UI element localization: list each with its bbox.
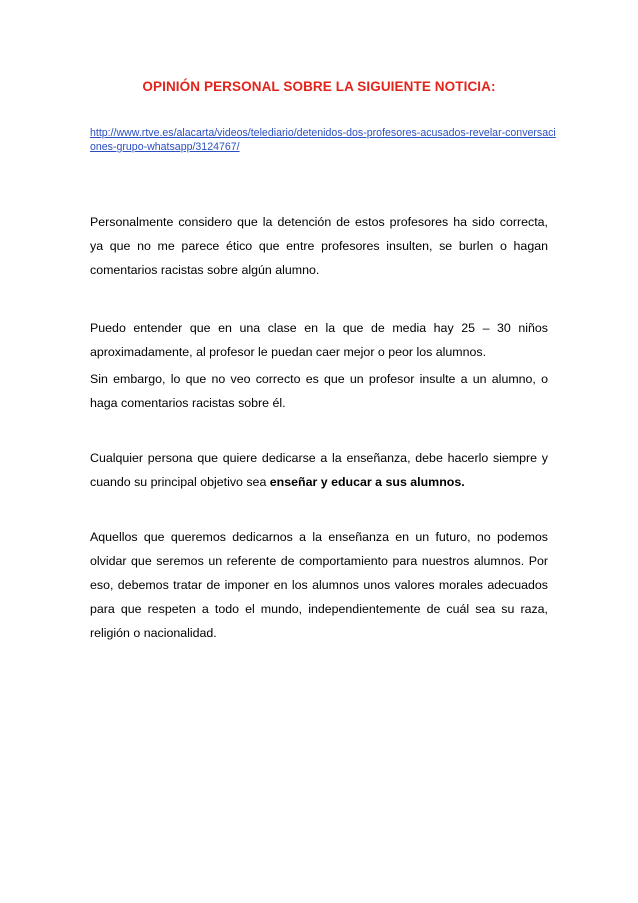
page-title: OPINIÓN PERSONAL SOBRE LA SIGUIENTE NOTICIA: <box>142 79 496 94</box>
teaching-goal-text: Cualquier persona que quiere dedicarse a la enseñanza, debe hacerlo siempre y cuando su principal objetivo sea <box>90 451 548 489</box>
paragraph-detention-opinion: Personalmente considero que la detención de estos profesores ha sido correcta, ya que no me parece ético que entre profesores insulten, se burlen o hagan comentarios racistas sobre algún alumno. <box>90 215 548 277</box>
paragraph-teaching-goal <box>90 446 548 494</box>
source-link[interactable]: http://www.rtve.es/alacarta/videos/telediario/detenidos-dos-profesores-acusados-revelar-conversaciones-grupo-whatsapp/3124767/ <box>90 127 556 153</box>
paragraph-class-size: Puedo entender que en una clase en la que de media hay 25 – 30 niños aproximadamente, al profesor le puedan caer mejor o peor los alumnos. <box>90 321 548 359</box>
paragraph-however: Sin embargo, lo que no veo correcto es que un profesor insulte a un alumno, o haga comentarios racistas sobre él. <box>90 372 548 410</box>
teaching-goal-emphasis: enseñar y educar a sus alumnos. <box>269 475 465 489</box>
paragraph-future-teachers: Aquellos que queremos dedicarnos a la enseñanza en un futuro, no podemos olvidar que seremos un referente de comportamiento para nuestros alumnos. Por eso, debemos tratar de imponer en los alumnos unos valores morales adecuados para que respeten a todo el mundo, independientemente de cuál sea su raza, religión o nacionalidad. <box>90 530 548 640</box>
